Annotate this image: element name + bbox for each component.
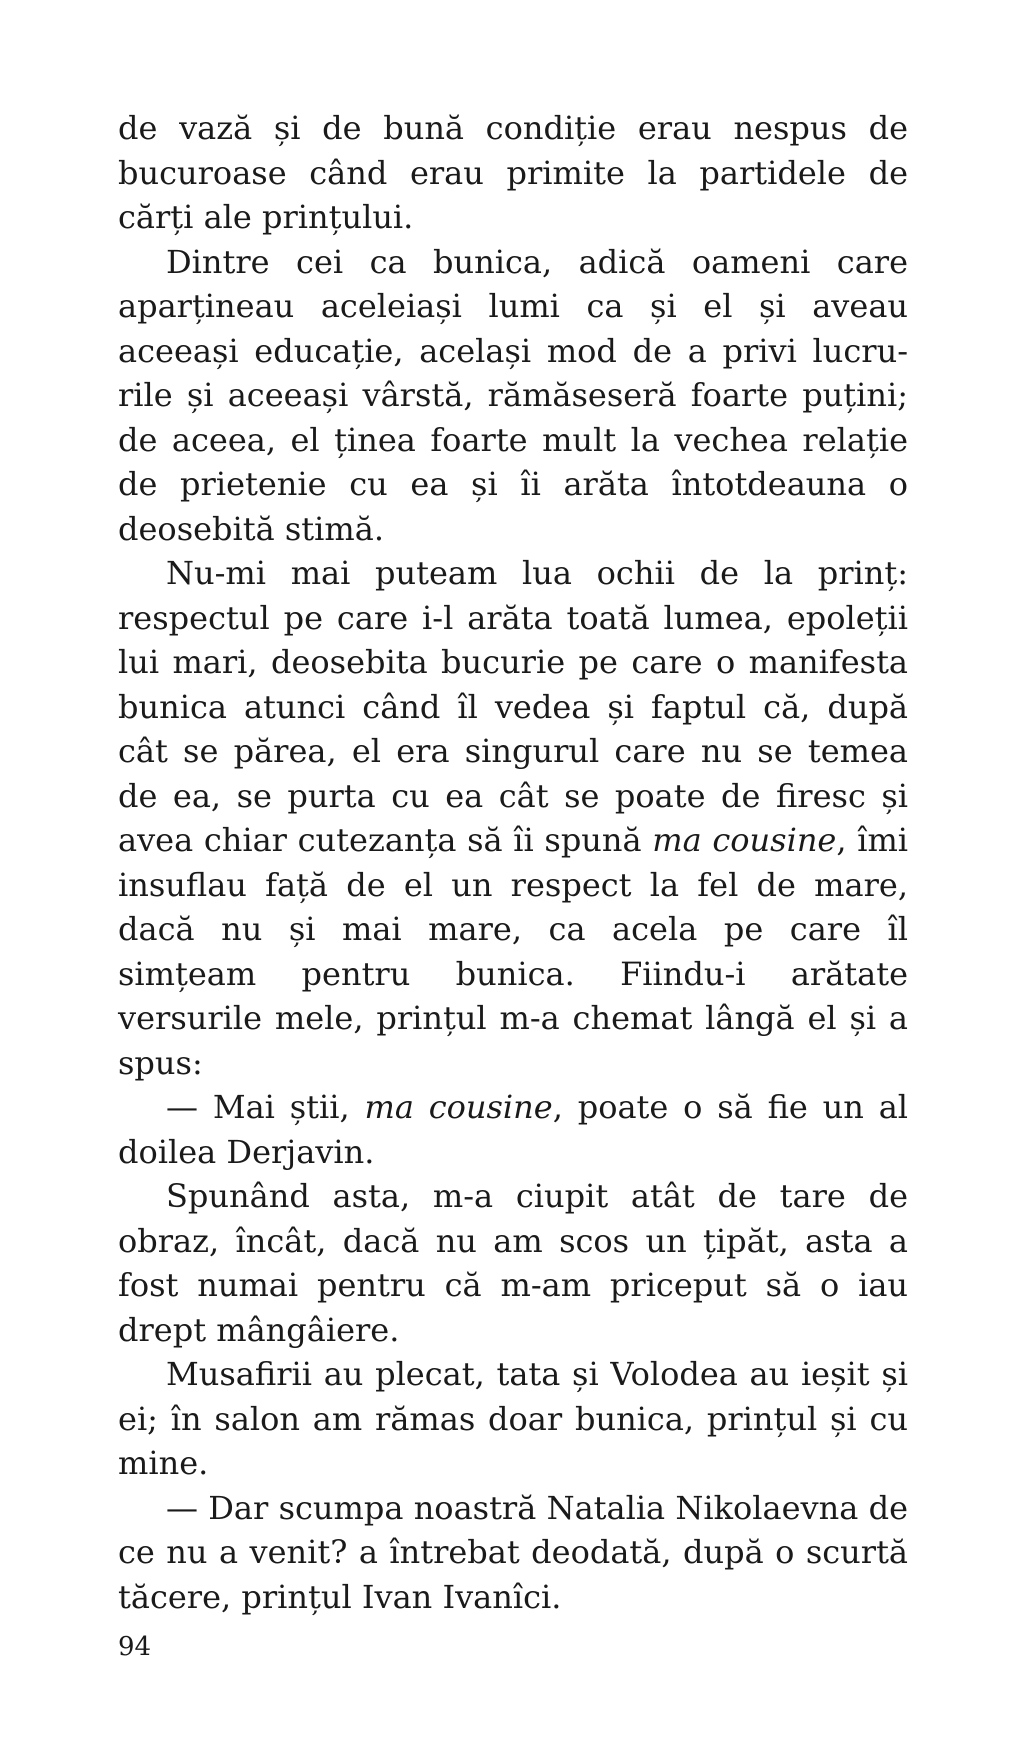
paragraph (118, 551, 908, 1085)
paragraph (118, 1352, 908, 1486)
text-run: Musafirii au plecat, tata și Volodea au ieșit și ei; în salon am rămas doar bunica, prințul și cu mine. (118, 1355, 908, 1482)
paragraph (118, 1486, 908, 1620)
paragraph (118, 106, 908, 240)
page-number: 94 (118, 1632, 152, 1662)
italic-text-run: ma cousine (364, 1088, 553, 1126)
text-run: Spunând asta, m-a ciupit atât de tare de obraz, încât, dacă nu am scos un țipăt, asta a fost numai pentru că m-am priceput să o iau drept mângâiere. (118, 1177, 908, 1349)
paragraph (118, 240, 908, 552)
text-run: , poate o să fie un al doilea Derjavin. (118, 1088, 909, 1171)
italic-text-run: ma cousine (652, 821, 837, 859)
book-page-body (118, 106, 908, 1619)
paragraph (118, 1174, 908, 1352)
text-run: de vază și de bună condiție erau nespus de bucuroase când erau primite la partidele de cărți ale prințului. (118, 109, 908, 236)
text-run: Nu-mi mai puteam lua ochii de la prinț: respectul pe care i-l arăta toată lumea, epoleții lui mari, deosebita bucurie pe care o manifesta bunica atunci când îl vedea și faptul că, după cât se părea, el era singurul care nu se temea de ea, se purta cu ea cât se poate de firesc și avea chiar cutezanța să îi spună (118, 554, 908, 859)
text-run: , îmi insuflau față de el un respect la fel de mare, dacă nu și mai mare, ca acela pe care îl simțeam pentru bunica. Fiindu-i arătate versurile mele, prințul m-a chemat lângă el și a spus: (118, 821, 909, 1082)
text-run: — Mai știi, (166, 1088, 365, 1126)
text-run: Dintre cei ca bunica, adică oameni care aparțineau aceleiași lumi ca și el și aveau aceeași educație, același mod de a privi lucrurile și aceeași vârstă, rămăseseră foarte puțini; de aceea, el ținea foarte mult la vechea relație de prietenie cu ea și îi arăta întotdeauna o deosebită stimă. (118, 242, 908, 548)
paragraph (118, 1085, 908, 1174)
text-run: — Dar scumpa noastră Natalia Nikolaevna de ce nu a venit? a întrebat deodată, după o scurtă tăcere, prințul Ivan Ivanîci. (118, 1488, 908, 1616)
